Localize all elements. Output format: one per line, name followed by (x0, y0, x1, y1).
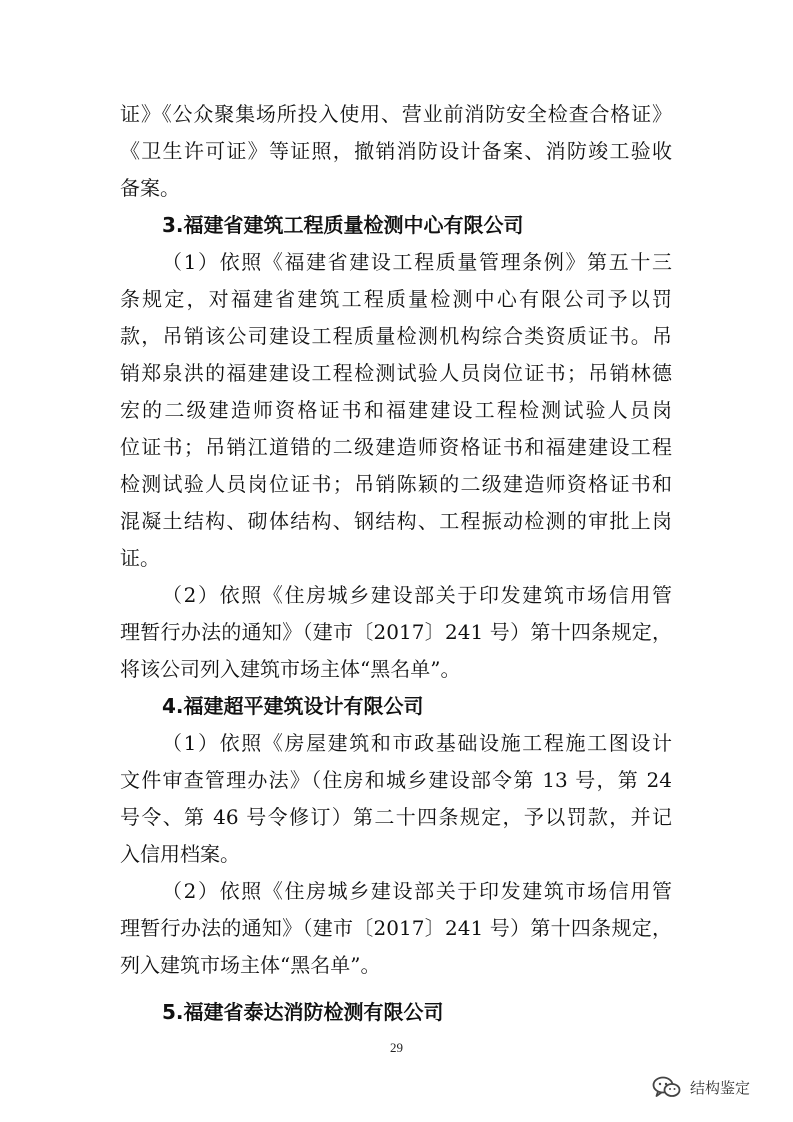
body-line: 证。 (120, 546, 160, 570)
body-line: 文件审查管理办法》（住房和城乡建设部令第 13 号，第 24 (120, 768, 672, 792)
section-heading-4: 4.福建超平建筑设计有限公司 (162, 694, 424, 718)
heading-spacer (120, 984, 672, 994)
body-line: 入信用档案。 (120, 842, 240, 866)
body-line: 列入建筑市场主体“黑名单”。 (120, 953, 381, 977)
body-line: 检测试验人员岗位证书；吊销陈颖的二级建造师资格证书和 (120, 472, 672, 496)
paragraph-first-line: （2）依照《住房城乡建设部关于印发建筑市场信用管 (162, 583, 672, 607)
document-body (120, 96, 672, 1031)
body-line: 理暂行办法的通知》（建市〔2017〕241 号）第十四条规定， (120, 620, 672, 644)
page-number: 29 (390, 1040, 403, 1055)
wechat-icon (652, 1075, 682, 1099)
paragraph-first-line: （1）依照《房屋建筑和市政基础设施工程施工图设计 (162, 731, 672, 755)
body-line: 将该公司列入建筑市场主体“黑名单”。 (120, 657, 461, 681)
section-heading-3: 3.福建省建筑工程质量检测中心有限公司 (162, 213, 524, 237)
body-line: 位证书；吊销江道错的二级建造师资格证书和福建建设工程 (120, 435, 672, 459)
watermark (652, 1075, 750, 1099)
body-line: 备案。 (120, 176, 180, 200)
body-line: 号令、第 46 号令修订）第二十四条规定，予以罚款，并记 (120, 805, 672, 829)
body-line: 混凝土结构、砌体结构、钢结构、工程振动检测的审批上岗 (120, 509, 672, 533)
body-line: 理暂行办法的通知》（建市〔2017〕241 号）第十四条规定， (120, 916, 672, 940)
body-line: 销郑泉洪的福建建设工程检测试验人员岗位证书；吊销林德 (120, 361, 672, 385)
body-line: 《卫生许可证》等证照，撤销消防设计备案、消防竣工验收 (120, 139, 672, 163)
body-line: 宏的二级建造师资格证书和福建建设工程检测试验人员岗 (120, 398, 672, 422)
paragraph-first-line: （1）依照《福建省建设工程质量管理条例》第五十三 (162, 250, 672, 274)
body-line: 款，吊销该公司建设工程质量检测机构综合类资质证书。吊 (120, 324, 672, 348)
watermark-text: 结构鉴定 (690, 1078, 751, 1097)
paragraph-first-line: （2）依照《住房城乡建设部关于印发建筑市场信用管 (162, 879, 672, 903)
section-heading-5: 5.福建省泰达消防检测有限公司 (162, 1000, 444, 1024)
body-line: 证》《公众聚集场所投入使用、营业前消防安全检查合格证》 (120, 102, 672, 126)
body-line: 条规定，对福建省建筑工程质量检测中心有限公司予以罚 (120, 287, 672, 311)
